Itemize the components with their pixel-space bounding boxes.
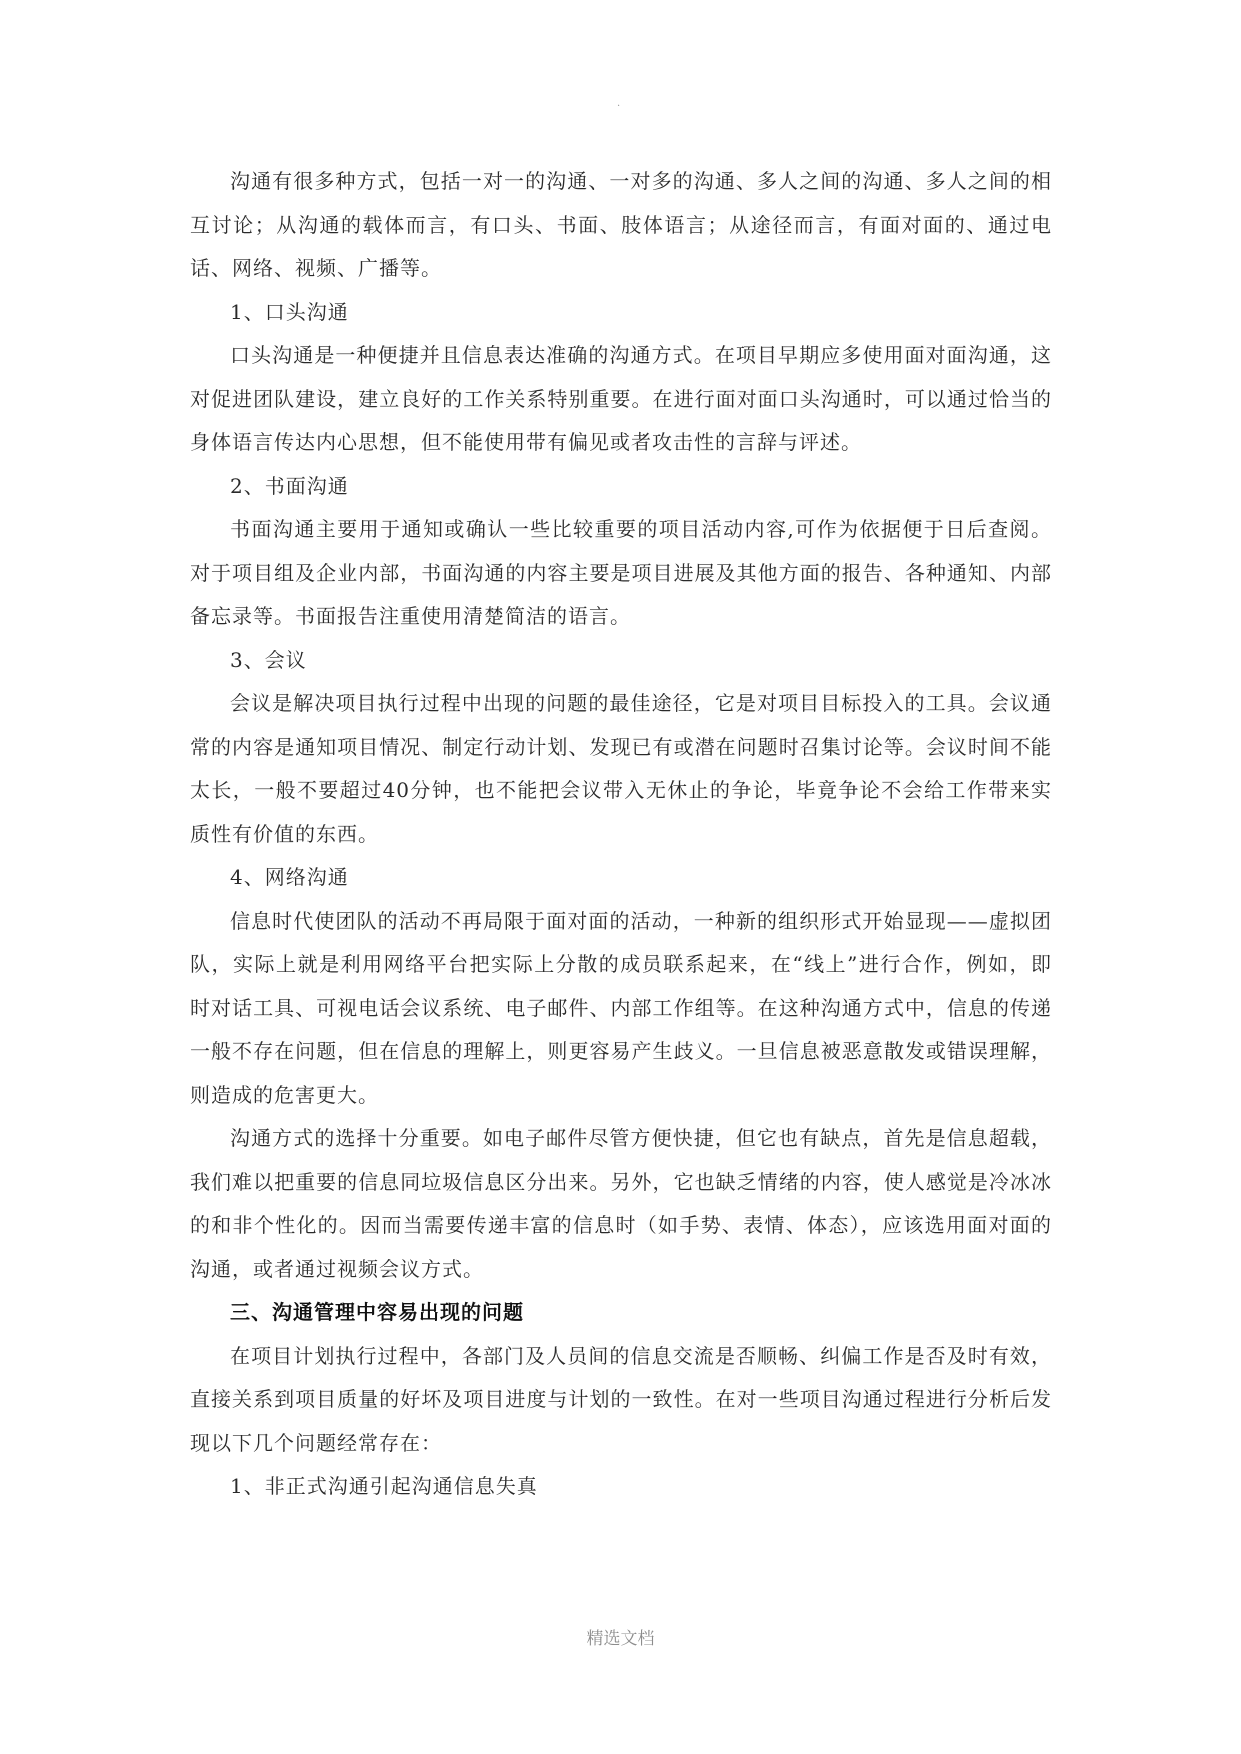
header-mark: . xyxy=(617,98,621,109)
paragraph-network-communication: 信息时代使团队的活动不再局限于面对面的活动，一种新的组织形式开始显现——虚拟团队，实际上就是利用网络平台把实际上分散的成员联系起来，在“线上”进行合作，例如，即时对话工具、可视电话会议系统、电子邮件、内部工作组等。在这种沟通方式中，信息的传递一般不存在问题，但在信息的理解上，则更容易产生歧义。一旦信息被恶意散发或错误理解，则造成的危害更大。 xyxy=(190,908,1052,1107)
paragraph-choice-of-method: 沟通方式的选择十分重要。如电子邮件尽管方便快捷，但它也有缺点，首先是信息超载，我们难以把重要的信息同垃圾信息区分出来。另外，它也缺乏情绪的内容，使人感觉是冷冰冰的和非个性化的。因而当需要传递丰富的信息时（如手势、表情、体态），应该选用面对面的沟通，或者通过视频会议方式。 xyxy=(190,1126,1052,1281)
document-body xyxy=(190,160,1052,1509)
section-heading-problems: 三、沟通管理中容易出现的问题 xyxy=(230,1300,524,1324)
heading-oral-communication: 1、口头沟通 xyxy=(230,299,349,324)
heading-informal-communication: 1、非正式沟通引起沟通信息失真 xyxy=(230,1474,538,1498)
heading-meeting: 3、会议 xyxy=(230,647,307,672)
heading-written-communication: 2、书面沟通 xyxy=(230,473,349,498)
paragraph-meeting: 会议是解决项目执行过程中出现的问题的最佳途径，它是对项目目标投入的工具。会议通常的内容是通知项目情况、制定行动计划、发现已有或潜在问题时召集讨论等。会议时间不能太长，一般不要超过40分钟，也不能把会议带入无休止的争论，毕竟争论不会给工作带来实质性有价值的东西。 xyxy=(190,691,1052,846)
paragraph-written-communication: 书面沟通主要用于通知或确认一些比较重要的项目活动内容,可作为依据便于日后查阅。对于项目组及企业内部，书面沟通的内容主要是项目进展及其他方面的报告、各种通知、内部备忘录等。书面报告注重使用清楚简洁的语言。 xyxy=(190,517,1052,628)
heading-network-communication: 4、网络沟通 xyxy=(230,865,349,889)
paragraph-problems-intro: 在项目计划执行过程中，各部门及人员间的信息交流是否顺畅、纠偏工作是否及时有效，直接关系到项目质量的好坏及项目进度与计划的一致性。在对一些项目沟通过程进行分析后发现以下几个问题经常存在： xyxy=(190,1343,1052,1455)
page-footer: 精选文档 xyxy=(586,1629,655,1649)
paragraph-oral-communication: 口头沟通是一种便捷并且信息表达准确的沟通方式。在项目早期应多使用面对面沟通，这对促进团队建设，建立良好的工作关系特别重要。在进行面对面口头沟通时，可以通过恰当的身体语言传达内心思想，但不能使用带有偏见或者攻击性的言辞与评述。 xyxy=(190,343,1052,454)
paragraph-intro: 沟通有很多种方式，包括一对一的沟通、一对多的沟通、多人之间的沟通、多人之间的相互讨论；从沟通的载体而言，有口头、书面、肢体语言；从途径而言，有面对面的、通过电话、网络、视频、广播等。 xyxy=(190,169,1052,280)
